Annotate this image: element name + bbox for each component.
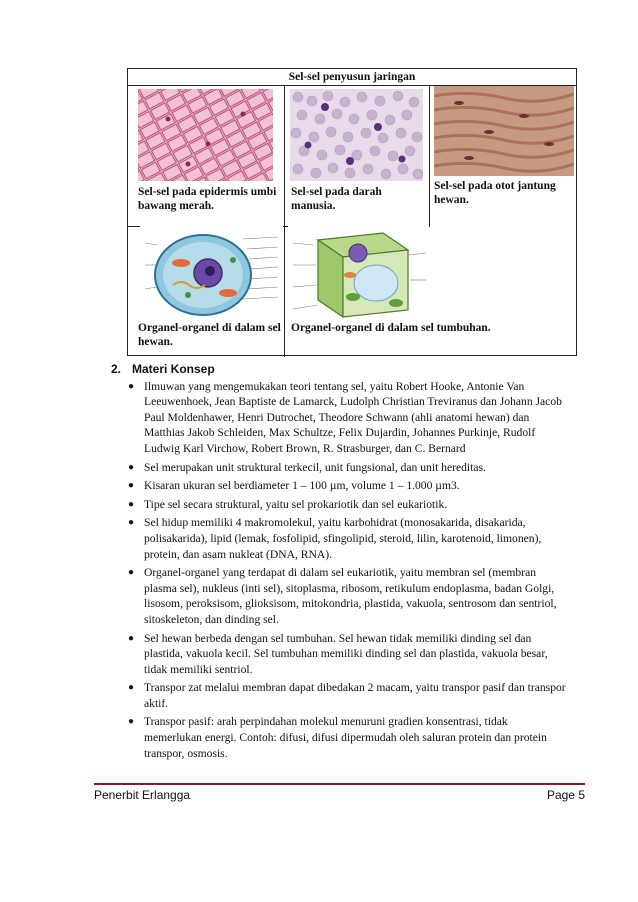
caption-heart-muscle: Sel-sel pada otot jantung hewan. [434, 180, 556, 206]
blood-cells-image [290, 89, 423, 181]
animal-cell-diagram [143, 225, 283, 320]
list-item: ● Organel-organel yang terdapat di dalam sel eukariotik, yaitu membran sel (membran plasma sel), nukleus (inti sel), sitoplasma, ribosom, retikulum endoplasma, badan Golgi, lisosom, peroksisom, glioksisom, mitokondria, plastida, vakuola, sentrosom dan sentriol, sitoskeleton, dan dinding sel. [128, 566, 557, 626]
footer-rule [94, 783, 585, 785]
concept-list [108, 379, 568, 762]
bullet-icon: ● [128, 517, 135, 529]
table-divider [429, 85, 430, 227]
list-item: ● Kisaran ukuran sel berdiameter 1 – 100 µm, volume 1 – 1.000 µm3. [128, 479, 460, 493]
footer-publisher: Penerbit Erlangga [94, 788, 191, 802]
bullet-icon: ● [128, 498, 135, 510]
list-item: ● Sel hidup memiliki 4 makromolekul, yaitu karbohidrat (monosakarida, disakarida, polisakarida), lipid (lemak, fosfolipid, sfingolipid, steroid, lilin, karotenoid, limonen), protein, dan asam nukleat (DNA, RNA). [128, 516, 542, 561]
bullet-icon: ● [128, 461, 135, 473]
section-title: Materi Konsep [132, 362, 215, 376]
heart-muscle-image [434, 86, 574, 176]
list-item: ● Transpor zat melalui membran dapat dibedakan 2 macam, yaitu transpor pasif dan transpor aktif. [128, 681, 566, 710]
list-item: ● Tipe sel secara struktural, yaitu sel prokariotik dan sel eukariotik. [128, 497, 448, 511]
list-item: ● Sel merupakan unit struktural terkecil, unit fungsional, dan unit hereditas. [128, 460, 486, 474]
bullet-icon: ● [128, 682, 135, 694]
table-divider [284, 85, 285, 357]
footer-page-number: Page 5 [546, 788, 585, 802]
section-heading [108, 362, 568, 378]
bullet-icon: ● [128, 632, 135, 644]
list-item: ● Sel hewan berbeda dengan sel tumbuhan. Sel hewan tidak memiliki dinding sel dan plastida, vakuola kecil. Sel tumbuhan memiliki dinding sel dan plastida, vakuola besar, tidak memiliki sentriol. [128, 631, 548, 676]
caption-epidermis: Sel-sel pada epidermis umbi bawang merah. [138, 186, 277, 212]
cell-figure-table [127, 68, 577, 356]
bullet-icon: ● [128, 380, 135, 392]
list-item: ● Ilmuwan yang mengemukakan teori tentang sel, yaitu Robert Hooke, Antonie Van Leeuwenhoek, Jean Baptiste de Lamarck, Ludolph Christian Treviranus dan Johann Jacob Paul Moldenhawer, Henri Dutrochet, Theodore Schwann (ahli anatomi hewan) dan Matthias Jakob Schleiden, Max Schultze, Felix Dujardin, Johannes Purkinje, Rudolf Ludwig Karl Virchow, Robert Brown, R. Strasburger, dan C. Bernard [128, 379, 562, 455]
caption-plant-cell: Organel-organel di dalam sel tumbuhan. [291, 322, 491, 334]
table-divider [128, 226, 140, 227]
caption-animal-cell: Organel-organel di dalam sel hewan. [138, 322, 281, 348]
bullet-icon: ● [128, 716, 135, 728]
bullet-icon: ● [128, 567, 135, 579]
bullet-icon: ● [128, 480, 135, 492]
materi-konsep-section [108, 362, 568, 764]
onion-epidermis-image [138, 89, 273, 181]
list-item: ● Transpor pasif: arah perpindahan molekul menuruni gradien konsentrasi, tidak memerlukan energi. Contoh: difusi, difusi dipermudah oleh saluran protein dan protein transpor, osmosis. [128, 715, 547, 760]
table-header: Sel-sel penyusun jaringan [128, 69, 576, 86]
section-number: 2. [111, 362, 122, 376]
caption-blood: Sel-sel pada darah manusia. [291, 186, 382, 212]
plant-cell-diagram [288, 225, 428, 323]
